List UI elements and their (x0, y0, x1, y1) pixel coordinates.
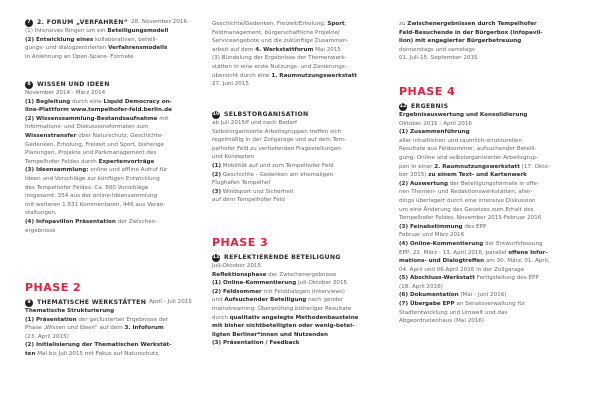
text-line: insgesamt: 354 aus der online-Ideensammlung (25, 193, 157, 200)
text-line: line-Plattform www.tempelhofer-feld.berlin.de (25, 107, 172, 114)
text-line: mainstreaming: Überprüfung bisheriger Resultate (212, 305, 352, 312)
text-line: Stadtentwicklung und Umwelt und das (399, 309, 508, 316)
text-line: Geschichte/Gedenken, Freizeit/Erholung, Sport, (212, 21, 347, 27)
text-line: (2) Entwicklung eines kollaborativen, beteili- (25, 36, 158, 43)
text-line: mit bisher nichtbeteiligten oder wenig-betei- (212, 323, 355, 330)
section-date: November 2014 - März 2014 (25, 90, 106, 96)
section-title: WISSEN UND IDEEN (37, 81, 110, 88)
text-line: (1) Intensives Ringen um ein Beteiligungsmodell (25, 28, 169, 34)
text-line: übersicht durch eine 1. Raumnutzungswerkstatt (212, 72, 357, 79)
text-line: Informations- und Diskussionsformaten zum (25, 124, 149, 131)
text-line: Februar und März 2016 (399, 232, 465, 239)
section-heading (25, 80, 205, 89)
text-line: Feld-Besuchende in der Bürgerbox (Infopavil- (399, 29, 543, 36)
text-line: nen Themen- und Redaktionswerkstätten, aller- (399, 189, 533, 196)
section-date: Juli-Oktober 2015 (212, 263, 262, 269)
section-heading (212, 253, 392, 262)
phase-heading: PHASE 4 (399, 85, 456, 98)
text-line: auf dem Tempelhofer Feld (212, 197, 285, 204)
section-phase-2 (25, 281, 205, 359)
section-forum-verfahren (25, 18, 205, 61)
text-line: (2) Feldsommer mit Felddialogen (Interviews) (212, 288, 345, 295)
section-title: ERGEBNIS (411, 103, 449, 110)
text-line: und Aufsuchender Beteiligung nach gender (212, 297, 344, 304)
section-phase-3 (212, 236, 392, 348)
text-line: Tempelhofer Feldes durch Expertenvorträge (25, 158, 155, 165)
text-line: ergebnisse (25, 227, 56, 234)
text-line: (2) Geschichte - Gedenken am ehemaligen (212, 171, 334, 178)
text-line: mit weiteren 1.531 Kommentaren, 446 aus Veran- (25, 201, 166, 208)
text-line: mations- und Dialogtreffen am 30. März, 01. April, (399, 258, 550, 265)
section-subtitle: Ergebnisauswertung und Konsolidierung (399, 112, 528, 118)
text-line: (3) Bündelung der Ergebnisse der Themenwerk- (212, 55, 347, 62)
text-line: pelhofer Feld zu vertiefenden Fragestellungen (212, 145, 341, 152)
text-line: (1) Mobilität auf und zum Tempelhofer Feld (212, 162, 334, 169)
text-line: Abgeordnetenhaus (Mai 2016) (399, 318, 485, 325)
text-line: staltungen, (25, 210, 57, 217)
text-line: lion) mit engagierter Bürgerbetreuung (399, 38, 522, 45)
text-line: zu Zwischenergebnissen durch Tempelhofer (399, 21, 537, 27)
section-selbstorganisation (212, 110, 392, 205)
text-line: um eine Änderung des Gesetzes zum Erhalt des (399, 206, 534, 213)
text-line: (3) Ideensammlung: online und offline Aufruf für (25, 167, 168, 174)
text-line: (2) Wissenssammlung-Bestandsaufnahme mit (25, 115, 169, 122)
text-line: (1) Zusammenführung (399, 129, 470, 136)
section-date: April - Juli 2015 (149, 299, 192, 305)
number-badge-icon: 12 (399, 103, 407, 109)
text-line: Phase „Wissen und Ideen“ auf dem 3. Infoforum (25, 325, 164, 332)
section-date: Oktober 2015 - April 2016 (399, 120, 472, 127)
text-line: (3) Feinabstimmung des EPP (399, 223, 487, 230)
text-line: gung, Online und selbstorganisierter Arbeitsgrup- (399, 154, 538, 161)
section-title: REFLEKTIERENDE BETEILIGUNG (224, 254, 341, 261)
text-line: gungs- und dialogzentrierten Verfahrensmodells (25, 45, 168, 52)
text-line: Feldmanagement, bürgerschaftliche Projekte/ (212, 29, 340, 36)
section-wissen-und-ideen (25, 80, 205, 235)
section-heading (25, 298, 205, 307)
text-line: 01. Juli-15. September 2015 (399, 55, 478, 62)
section-werkstaetten-continued (212, 20, 392, 89)
text-line: 27. Juni 2015 (212, 81, 249, 88)
text-line: (1) Präsentation der geclusterten Ergebnisse der (25, 316, 169, 323)
number-badge-icon: 9 (25, 299, 33, 307)
text-line: (1) Online-Kommentierung Juli-Oktober 2015 (212, 280, 348, 287)
text-line: regelmäßig in der Zollgarage und auf dem Tem- (212, 137, 346, 144)
section-title: 2. FORUM „VERFAHREN“ (37, 19, 129, 26)
text-line: Resultate aus Feldsommer, aufsuchender Beteili- (399, 146, 537, 153)
text-line: (18. April 2016) (399, 283, 443, 290)
text-line: Planungen, Projekte und Parkmanagement des (25, 150, 157, 157)
section-heading (399, 102, 589, 111)
text-line: (4) Infopavillon Präsentation der Zwischen- (25, 218, 158, 225)
text-line: (3) Präsentation / Feedback (212, 340, 300, 347)
text-line: (6) Dokumentation (Mai - Juni 2016) (399, 292, 507, 299)
text-line: aller inhaltlichen und räumlich-strukturellen (399, 137, 522, 144)
text-line: ab Juli 2015ff und nach Bedarf (212, 120, 298, 126)
text-line: Selbstorganisierte Arbeitsgruppen treffen sich (212, 128, 342, 135)
section-title: SELBSTORGANISATION (224, 111, 309, 118)
text-line: (2) Initialisierung der Thematischen Werkstät- (25, 342, 172, 349)
number-badge-icon: 7 (25, 19, 33, 27)
text-line: stätten in eine erste Nutzungs- und Zonierungs- (212, 63, 347, 70)
text-line: ber 2015) zu einem Text- und Kartenwerk (399, 172, 527, 179)
text-line: Reflektionsphase der Zwischenergebnisse (212, 271, 337, 278)
text-line: ten Mai bis Juli 2015 mit Fokus auf Naturschutz, (25, 350, 160, 357)
text-line: 04. April und 06.April 2016 in der Zollgarage (399, 266, 525, 273)
text-line: (3) Windsport und Sicherheit (212, 188, 294, 195)
phase-heading: PHASE 2 (25, 281, 82, 294)
section-heading (25, 18, 205, 27)
text-line: pen in einer 2. Raumnutzungswerkstatt (17. Okto- (399, 163, 550, 170)
number-badge-icon: 8 (25, 81, 33, 89)
section-subtitle: Thematische Strukturierung (25, 308, 115, 314)
text-line: (23. April 2015) (25, 333, 69, 340)
section-phase-4 (399, 85, 589, 326)
text-line: dings überlagert durch eine intensive Diskussion (399, 197, 536, 204)
section-heading (212, 110, 392, 119)
text-line: Ideen und Vorschläge zur künftigen Entwicklung (25, 175, 160, 182)
text-line: (4) Online-Kommentierung der Entwurfsfassung (399, 240, 543, 247)
number-badge-icon: 10 (212, 111, 220, 117)
text-line: Gedenken, Erholung, Freizeit und Sport, bisherige (25, 141, 165, 148)
text-line: des Tempelhofer Feldes. Ca. 800 Vorschläge (25, 184, 149, 191)
section-date: 28. November 2016 (131, 19, 187, 25)
number-badge-icon: 11 (212, 254, 220, 260)
text-line: arbeit auf dem 4. Werkstattforum Mai 2015 (212, 46, 341, 53)
text-line: Serviceangebote und die zukünftige Zusammen- (212, 38, 349, 45)
text-line: Flughafen Tempelhof (212, 180, 271, 187)
text-line: (2) Auswertung der Beteiligungsformate in offe- (399, 180, 539, 187)
text-line: (5) Abschluss-Werkstatt Fertigstellung des EPP (399, 275, 539, 282)
text-line: durch qualitativ angelegte Methodenbausteine (212, 314, 359, 321)
text-line: Wissenstransfer über Naturschutz, Geschichte- (25, 132, 164, 139)
section-title: THEMATISCHE WERKSTÄTTEN (37, 299, 147, 306)
text-line: Tempelhofer Feldes, November 2015-Februar 2016 (399, 215, 542, 222)
text-line: donnerstags und samstags (399, 46, 475, 53)
text-line: ligten Berliner*innen und Nutzenden (212, 331, 329, 338)
section-buergerbox-continued (399, 20, 589, 63)
text-line: EPP, 22. März - 13. April 2016, parallel offene Infor- (399, 249, 548, 256)
text-line: und Konzepten (212, 154, 254, 161)
phase-heading: PHASE 3 (212, 236, 269, 249)
text-line: (1) Begleitung durch eine Liquid Democracy on- (25, 98, 172, 105)
text-line: in Anlehnung an Open-Space- Formate (25, 53, 134, 60)
text-line: (7) Übergabe EPP an Senatsverwaltung für (399, 301, 526, 308)
